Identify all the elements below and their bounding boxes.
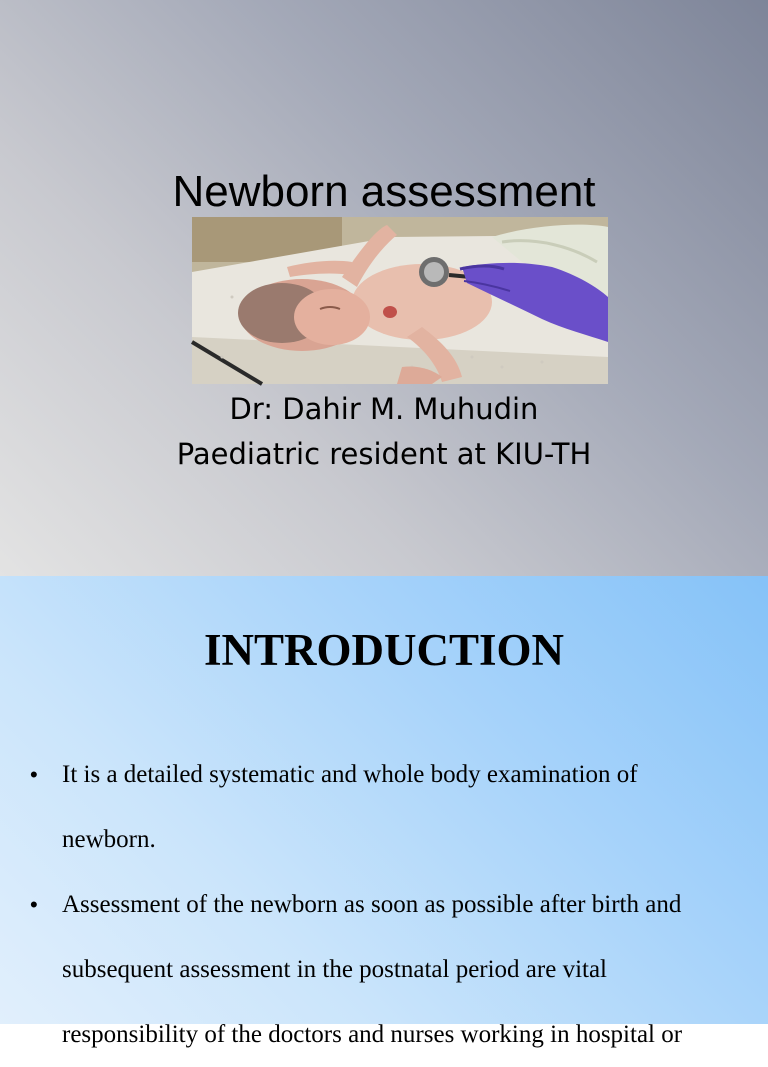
- newborn-examination-photo: [192, 217, 608, 384]
- slide-title: Newborn assessment: [172, 167, 596, 216]
- bullet-item: [30, 742, 730, 872]
- bullet-item: [30, 872, 730, 1067]
- bullet-icon: •: [30, 762, 38, 787]
- slide-heading: INTRODUCTION: [203, 625, 565, 675]
- bullet-text: It is a detailed systematic and whole body examination of newborn.: [62, 761, 638, 853]
- author-name: Dr: Dahir M. Muhudin: [229, 392, 539, 426]
- newborn-photo: [192, 217, 608, 384]
- bullet-list: [30, 742, 730, 1067]
- bullet-icon: •: [30, 892, 38, 917]
- introduction-slide: [0, 576, 768, 1048]
- author-role: Paediatric resident at KIU-TH: [176, 437, 592, 471]
- bullet-text: Assessment of the newborn as soon as possible after birth and subsequent assessment in the postnatal period are vital responsibility of the doctors and nurses working in hospital or: [62, 891, 683, 1048]
